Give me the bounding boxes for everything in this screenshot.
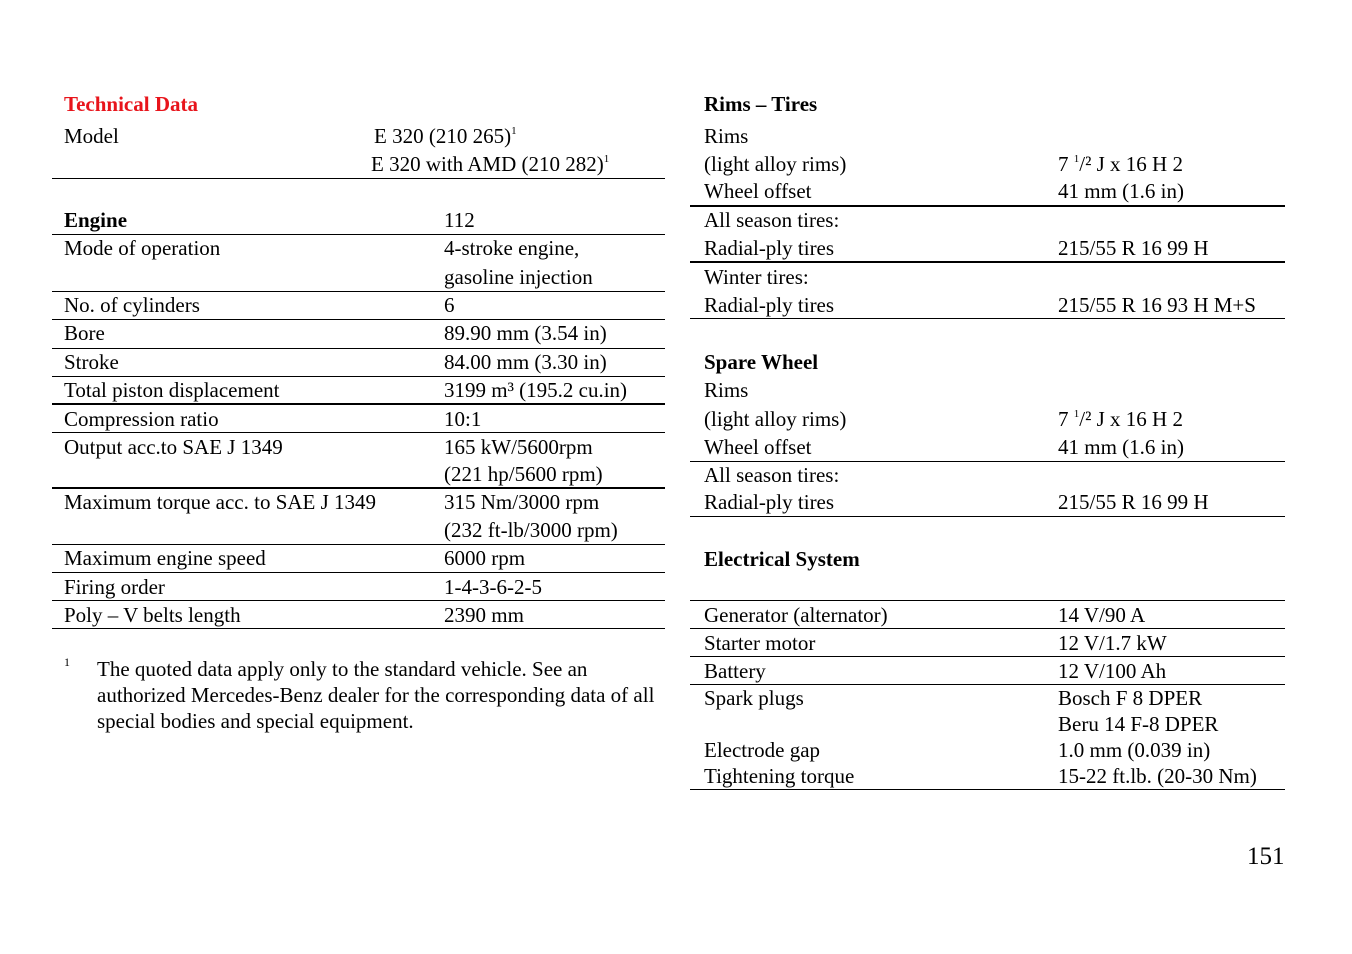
spare-rims-label: Rims: [704, 378, 749, 402]
winter-label: Winter tires:: [704, 265, 809, 289]
divider: [52, 432, 665, 433]
winter-value: 215/55 R 16 93 H M+S: [1058, 293, 1256, 317]
divider: [52, 572, 665, 573]
divider: [52, 600, 665, 601]
divider: [52, 319, 665, 320]
engine-row-value: 84.00 mm (3.30 in): [444, 350, 607, 374]
divider: [690, 789, 1285, 790]
page-number: 151: [1247, 843, 1285, 870]
divider: [52, 348, 665, 349]
spare-rim-size-value: 7 $^1$/² J x 16 H 2: [1058, 407, 1183, 431]
divider: [690, 600, 1285, 601]
electrical-row-value: 12 V/100 Ah: [1058, 659, 1167, 683]
divider: [52, 544, 665, 545]
divider: [690, 628, 1285, 629]
electrical-row-value: Bosch F 8 DPER: [1058, 686, 1203, 710]
engine-row-label: Maximum engine speed: [64, 546, 266, 570]
electrical-row-value: 15-22 ft.lb. (20-30 Nm): [1058, 764, 1257, 788]
divider: [690, 261, 1285, 263]
electrical-row-label: Generator (alternator): [704, 603, 888, 627]
divider: [690, 318, 1285, 319]
spare-wheel-heading: Spare Wheel: [704, 350, 819, 374]
engine-row-label: Total piston displacement: [64, 378, 280, 402]
electrical-heading: Electrical System: [704, 547, 860, 571]
spare-wheel-offset-value: 41 mm (1.6 in): [1058, 435, 1184, 459]
wheel-offset-value: 41 mm (1.6 in): [1058, 179, 1184, 203]
spare-all-season-label: All season tires:: [704, 463, 840, 487]
wheel-offset-label: Wheel offset: [704, 179, 812, 203]
engine-row-value-2: (232 ft-lb/3000 rpm): [444, 518, 618, 542]
model-label: Model: [64, 124, 119, 148]
divider: [690, 516, 1285, 517]
light-alloy-label: (light alloy rims): [704, 152, 847, 176]
engine-code: 112: [444, 208, 475, 232]
model-value-2: E 320 with AMD (210 282)$^1$: [371, 152, 610, 176]
electrical-row-label: Tightening torque: [704, 764, 855, 788]
divider: [690, 656, 1285, 657]
divider: [52, 291, 665, 292]
electrical-row-value: 1.0 mm (0.039 in): [1058, 738, 1211, 762]
engine-row-value: 165 kW/5600rpm: [444, 435, 593, 459]
engine-row-value: 4-stroke engine,: [444, 236, 580, 260]
spare-wheel-offset-label: Wheel offset: [704, 435, 812, 459]
spare-all-season-value: 215/55 R 16 99 H: [1058, 490, 1209, 514]
electrical-row-label: Spark plugs: [704, 686, 804, 710]
divider: [52, 178, 665, 179]
electrical-row-label: Electrode gap: [704, 738, 821, 762]
electrical-row-value: 12 V/1.7 kW: [1058, 631, 1167, 655]
engine-row-label: Compression ratio: [64, 407, 219, 431]
engine-row-value: 2390 mm: [444, 603, 524, 627]
divider: [52, 403, 665, 405]
engine-row-value-2: (221 hp/5600 rpm): [444, 462, 603, 486]
engine-row-label: Maximum torque acc. to SAE J 1349: [64, 490, 377, 514]
engine-row-label: Bore: [64, 321, 105, 345]
engine-row-label: Stroke: [64, 350, 119, 374]
electrical-row-label: Starter motor: [704, 631, 816, 655]
engine-row-value: 89.90 mm (3.54 in): [444, 321, 607, 345]
engine-row-value: 6000 rpm: [444, 546, 526, 570]
engine-row-value: 315 Nm/3000 rpm: [444, 490, 600, 514]
model-value-1: E 320 (210 265)$^1$: [374, 124, 517, 148]
spare-light-alloy-label: (light alloy rims): [704, 407, 847, 431]
engine-heading: Engine: [64, 208, 128, 232]
all-season-value: 215/55 R 16 99 H: [1058, 236, 1209, 260]
divider: [690, 461, 1285, 462]
electrical-row-value-2: Beru 14 F-8 DPER: [1058, 712, 1219, 736]
divider: [690, 205, 1285, 207]
engine-row-value: 1-4-3-6-2-5: [444, 575, 542, 599]
footnote-mark: 1: [64, 655, 70, 669]
electrical-row-value: 14 V/90 A: [1058, 603, 1146, 627]
divider: [52, 628, 665, 629]
divider: [52, 234, 665, 235]
engine-row-label: Mode of operation: [64, 236, 221, 260]
radial-ply-label: Radial-ply tires: [704, 236, 835, 260]
divider: [52, 376, 665, 377]
rims-tires-heading: Rims – Tires: [704, 92, 818, 116]
divider: [690, 684, 1285, 685]
divider: [52, 487, 665, 489]
footnote-text: The quoted data apply only to the standard vehicle. See an authorized Mercedes-Benz dealer for the corresponding data of all special bodies and special equipment.: [97, 657, 655, 733]
rim-size-value: 7 $^1$/² J x 16 H 2: [1058, 152, 1183, 176]
engine-row-value: 6: [444, 293, 455, 317]
engine-row-value: 10:1: [444, 407, 482, 431]
engine-row-label: Output acc.to SAE J 1349: [64, 435, 283, 459]
radial-ply-label: Radial-ply tires: [704, 293, 835, 317]
electrical-row-label: Battery: [704, 659, 766, 683]
spare-radial-ply-label: Radial-ply tires: [704, 490, 835, 514]
section-title-technical-data: Technical Data: [64, 92, 198, 116]
rims-label: Rims: [704, 124, 749, 148]
engine-row-value: 3199 m³ (195.2 cu.in): [444, 378, 628, 402]
all-season-label: All season tires:: [704, 208, 840, 232]
engine-row-label: Firing order: [64, 575, 165, 599]
engine-row-label: Poly – V belts length: [64, 603, 241, 627]
engine-row-value-2: gasoline injection: [444, 265, 593, 289]
engine-row-label: No. of cylinders: [64, 293, 200, 317]
